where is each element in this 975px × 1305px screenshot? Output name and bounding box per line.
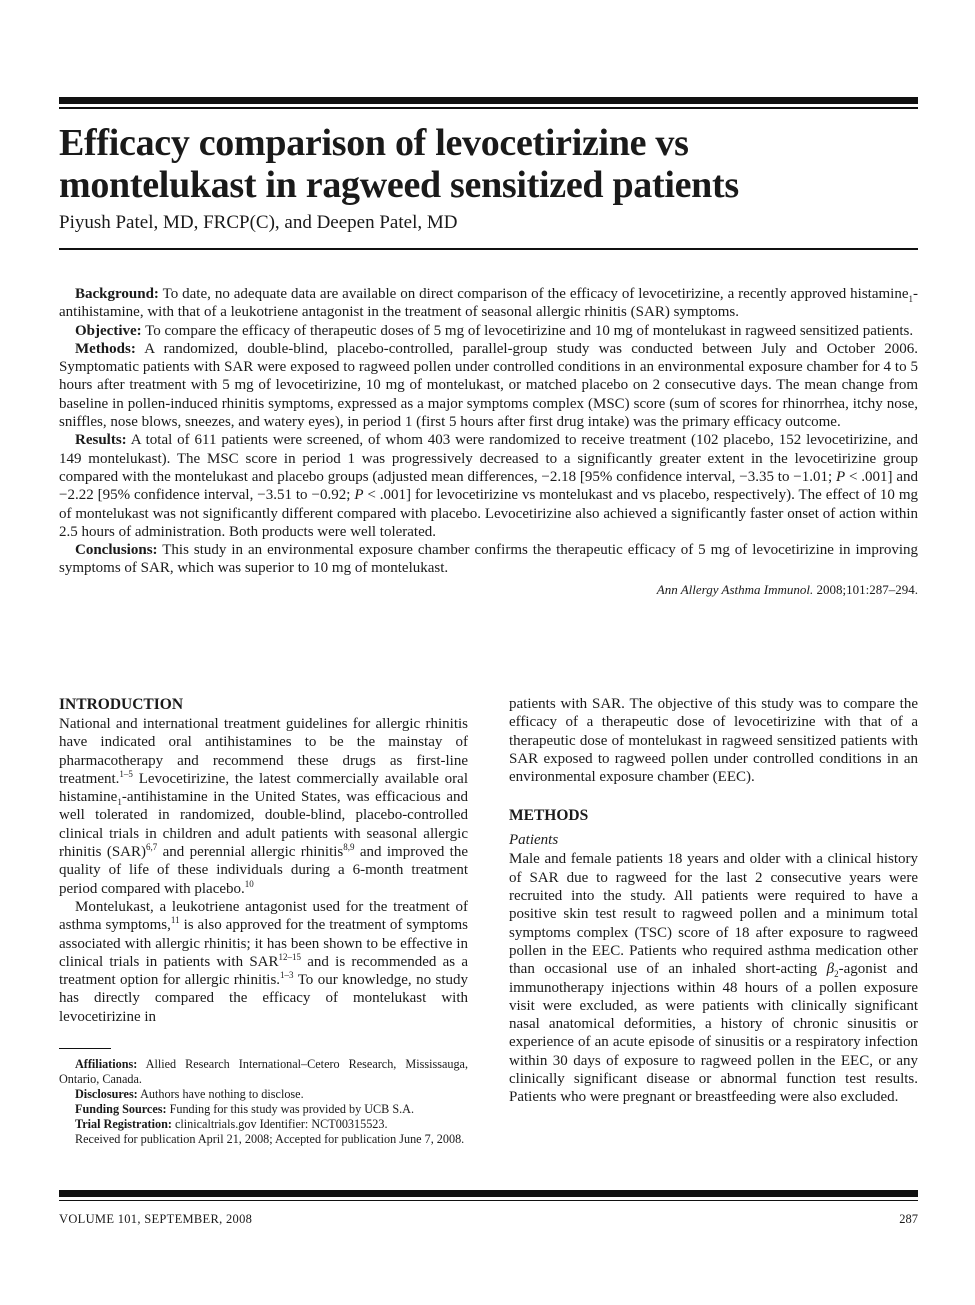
left-column [59,695,468,1026]
abstract-results: Results: A total of 611 patients were screened, of whom 403 were randomized to receive treatment (102 placebo, 152 levocetirizine, and 149 montelukast). The MSC score in period 1 was progressively decreased to a significantly greater extent in the levocetirizine group compared with the montelukast and placebo groups (adjusted mean differences, −2.18 [95% confidence interval, −3.35 to −1.01; P < .001] and −2.22 [95% confidence interval, −3.51 to −0.92; P < .001] for levocetirizine vs montelukast and vs placebo, respectively). The effect of 10 mg of montelukast was not significantly different compared with placebo. Levocetirizine also achieved a significantly faster onset of action within 2.5 hours of administration. Both products were well tolerated. [59,432,919,540]
bottom-rule-thin [59,1200,918,1201]
footnote-disclosures: Disclosures: Authors have nothing to disclose. [75,1087,304,1101]
bottom-rule-thick [59,1190,918,1197]
footer-volume: VOLUME 101, SEPTEMBER, 2008 [59,1212,253,1226]
page-number: 287 [899,1212,918,1226]
footnote-affiliations: Affiliations: Allied Research International–Cetero Research, Mississauga, Ontario, Canada. [59,1057,469,1086]
abstract-background: Background: To date, no adequate data are available on direct comparison of the efficacy of levocetirizine, a recently approved histamine$_1$-antihistamine, with that of a leukotriene antagonist in the treatment of seasonal allergic rhinitis (SAR) symptoms. [59,286,918,321]
objective-label: Objective: [75,322,142,339]
conclusions-label: Conclusions: [75,542,158,559]
footnote-trial-registration: Trial Registration: clinicaltrials.gov Identifier: NCT00315523. [75,1117,388,1131]
title-line-2: montelukast in ragweed sensitized patients [59,164,739,206]
background-label: Background: [75,286,159,302]
introduction-paragraph-3: patients with SAR. The objective of this study was to compare the efficacy of a therapeutic dose of levocetirizine with that of a therapeutic dose of montelukast in ragweed sensitized patients with SAR exposed to ragweed pollen under controlled conditions in an environmental exposure chamber (EEC). [509,696,918,786]
abstract-objective: Objective: To compare the efficacy of therapeutic doses of 5 mg of levocetirizine and 10 mg of montelukast in ragweed sensitized patients. [75,322,914,339]
top-rule-thick [59,97,918,104]
methods-label: Methods: [75,340,136,357]
footnotes [59,1057,468,1147]
abstract-conclusions: Conclusions: This study in an environmental exposure chamber confirms the therapeutic efficacy of 5 mg of levocetirizine in improving symptoms of SAR, which was superior to 10 mg of montelukast. [59,542,919,577]
abstract-methods: Methods: A randomized, double-blind, placebo-controlled, parallel-group study was conducted between July and October 2006. Symptomatic patients with SAR were exposed to ragweed pollen under controlled conditions in an environmental exposure chamber for 4 to 5 hours after treatment with 5 mg of levocetirizine, 10 mg of montelukast, or matched placebo on 2 consecutive days. The mean change from baseline in pollen-induced rhinitis symptoms, expressed as a major symptoms complex (MSC) score (sum of scores for rhinorrhea, itchy nose, sniffles, nose blows, sneezes, and watery eyes), in period 1 (first 5 hours after first drug intake) was the primary efficacy outcome. [59,340,918,431]
abstract [59,285,918,599]
patients-subheading: Patients [509,832,559,849]
article-title [59,122,929,206]
header-rule [59,248,918,250]
methods-heading: METHODS [509,807,589,825]
footnote-funding: Funding Sources: Funding for this study was provided by UCB S.A. [75,1102,415,1116]
top-rule-thin [59,107,918,109]
right-column [509,695,918,1107]
authors: Piyush Patel, MD, FRCP(C), and Deepen Patel, MD [59,212,458,233]
results-label: Results: [75,432,127,449]
title-line-1: Efficacy comparison of levocetirizine vs [59,122,689,164]
introduction-paragraph-2: Montelukast, a leukotriene antagonist used for the treatment of asthma symptoms,$^{11}$ is also approved for the treatment of symptoms associated with allergic rhinitis; it has been shown to be effective in clinical trials in patients with SAR$^{12-15}$ and is recommended as a treatment option for allergic rhinitis.$^{1-3}$ To our knowledge, no study has directly compared the efficacy of montelukast with levocetirizine in [59,898,469,1025]
methods-paragraph-1: Male and female patients 18 years and older with a clinical history of SAR due to ragweed for the last 2 consecutive years were recruited into the study. All patients were required to have a positive skin test result to ragweed pollen and a minimum total symptoms complex (TSC) score of 18 after exposure to ragweed pollen in the EEC. Patients who required asthma medication other than occasional use of an inhaled short-acting $\beta_2$-agonist and immunotherapy injections within 48 hours of a pollen exposure visit were excluded, as were patients with clinically significant nasal anatomical deformities, a history of chronic sinusitis or experience of an acute episode of sinusitis or a respiratory infection within 30 days of exposure to ragweed pollen in the EEC, or any clinically significant disease or abnormal function test results. Patients who were pregnant or breastfeeding were also excluded. [509,851,919,1106]
introduction-heading: INTRODUCTION [59,696,184,713]
introduction-paragraph-1: National and international treatment guidelines for allergic rhinitis have indicated oral antihistamines to be the mainstay of pharmacotherapy and recommend these drugs as first-line treatment.$^{1-5}$ Levocetirizine, the latest commercially available oral histamine$_1$-antihistamine in the United States, was efficacious and well tolerated in randomized, double-blind, placebo-controlled clinical trials in children and adult patients with seasonal allergic rhinitis (SAR)$^{6,7}$ and perennial allergic rhinitis$^{8,9}$ and improved the quality of life of these individuals during a 6-month treatment period compared with placebo.$^{10}$ [59,716,469,897]
footnote-rule [59,1048,111,1049]
citation: Ann Allergy Asthma Immunol. 2008;101:287–294. [656,581,918,597]
footnote-received: Received for publication April 21, 2008; Accepted for publication June 7, 2008. [75,1132,465,1146]
